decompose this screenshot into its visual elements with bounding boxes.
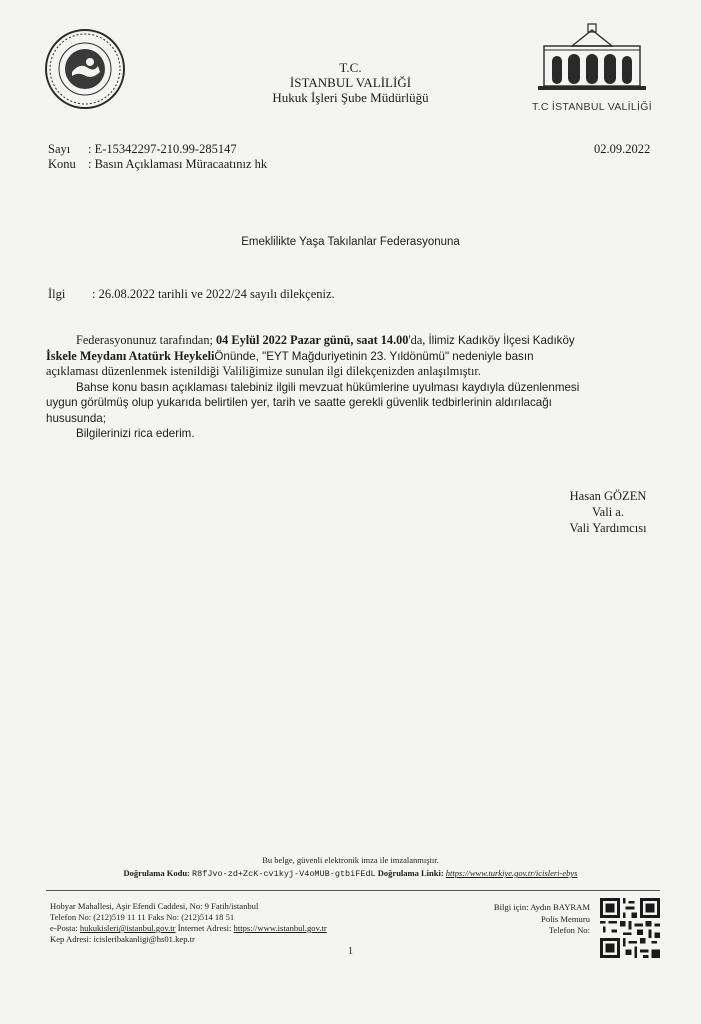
verification-link-label: Doğrulama Linki: bbox=[377, 868, 444, 878]
governorship-logo bbox=[524, 20, 660, 116]
paragraph-1-line-3: açıklaması düzenlenmek istenildiği Valiliğimize sunulan ilgi dilekçenizden anlaşılmıştır. bbox=[46, 364, 481, 378]
page-number: 1 bbox=[348, 946, 353, 957]
paragraph-2-line-3: hususunda; bbox=[46, 411, 106, 425]
info-contact: Bilgi için: Aydın BAYRAM bbox=[493, 902, 590, 912]
p1-bold-datetime: 04 Eylül 2022 Pazar günü, saat 14.00 bbox=[216, 333, 409, 347]
footer-info bbox=[470, 902, 590, 937]
footer-phone: Telefon No: (212)519 11 11 Faks No: (212)514 18 51 bbox=[50, 912, 235, 922]
footer-contact bbox=[50, 901, 327, 945]
letter-body bbox=[46, 333, 656, 442]
verification-code: R8fJvo-zd+ZcK-cv1kyj-V4oMUB-gtbiFEdL bbox=[192, 869, 376, 879]
header-department: Hukuk İşleri Şube Müdürlüğü bbox=[272, 90, 429, 105]
p1-text-d: Önünde, "EYT Mağduriyetinin 23. Yıldönümü" nedeniyle basın bbox=[214, 349, 534, 363]
logo-caption: T.C İSTANBUL VALİLİĞİ bbox=[532, 101, 652, 113]
signer-name: Hasan GÖZEN bbox=[569, 489, 647, 503]
header-governorship: İSTANBUL VALİLİĞİ bbox=[289, 75, 412, 90]
info-rank: Polis Memuru bbox=[541, 913, 590, 924]
governorship-building-icon bbox=[532, 20, 652, 94]
p1-bold-location: İskele Meydanı Atatürk Heykeli bbox=[46, 348, 215, 363]
paragraph-2-line-2: uygun görülmüş olup yukarıda belirtilen yer, tarih ve saatte gerekli güvenlik tedbirlerinin aldırılacağı bbox=[46, 396, 552, 409]
footer-address: Hobyar Mahallesi, Aşir Efendi Caddesi, No: 9 Fatih/istanbul bbox=[50, 901, 259, 911]
signer-title-1: Vali a. bbox=[592, 505, 624, 519]
verification-link[interactable]: https://www.turkiye.gov.tr/icisleri-ebys bbox=[445, 868, 578, 878]
footer-kep: Kep Adresi: icisleribakanligi@hs01.kep.tr bbox=[50, 934, 195, 944]
footer-email-link[interactable]: hukukisleri@istanbul.gov.tr bbox=[79, 923, 176, 933]
sayi-label: Sayı bbox=[48, 142, 71, 156]
ilgi-value: : 26.08.2022 tarihli ve 2022/24 sayılı dilekçeniz. bbox=[92, 287, 335, 301]
header-tc: T.C. bbox=[339, 60, 362, 75]
qr-code-icon bbox=[600, 898, 660, 958]
signature-block bbox=[560, 488, 656, 536]
paragraph-1-line-2 bbox=[46, 349, 656, 365]
paragraph-3: Bilgilerinizi rica ederim. bbox=[76, 427, 195, 440]
p1-text-b: 'da, bbox=[408, 333, 429, 347]
document-meta bbox=[48, 142, 267, 172]
addressee: Emeklilikte Yaşa Takılanlar Federasyonuna bbox=[241, 236, 460, 248]
footer-email-label: e-Posta: bbox=[50, 923, 78, 933]
footer-web-label: İnternet Adresi: bbox=[177, 923, 232, 933]
paragraph-1 bbox=[46, 333, 656, 349]
p1-text-a: Federasyonunuz tarafından; bbox=[76, 333, 216, 347]
paragraph-2-line-1: Bahse konu basın açıklaması talebiniz ilgili mevzuat hükümlerine uyulması kaydıyla düzenlenmesi bbox=[76, 380, 580, 394]
sayi-value: : E-15342297-210.99-285147 bbox=[88, 142, 237, 156]
info-phone: Telefon No: bbox=[548, 925, 590, 935]
signer-title-2: Vali Yardımcısı bbox=[569, 521, 647, 535]
p1-text-c: İlimiz Kadıköy İlçesi Kadıköy bbox=[428, 334, 575, 347]
konu-label: Konu bbox=[48, 157, 76, 171]
e-signature-verification bbox=[0, 854, 701, 881]
document-date: 02.09.2022 bbox=[594, 142, 651, 156]
footer-web-link[interactable]: https://www.istanbul.gov.tr bbox=[233, 923, 327, 933]
verification-note: Bu belge, güvenli elektronik imza ile imzalanmıştır. bbox=[262, 855, 439, 865]
reference-line bbox=[48, 287, 335, 302]
footer-divider bbox=[46, 890, 660, 891]
ilgi-label: İlgi bbox=[48, 287, 66, 301]
verification-code-label: Doğrulama Kodu: bbox=[123, 868, 190, 878]
konu-value: : Basın Açıklaması Müracaatınız hk bbox=[88, 157, 268, 171]
